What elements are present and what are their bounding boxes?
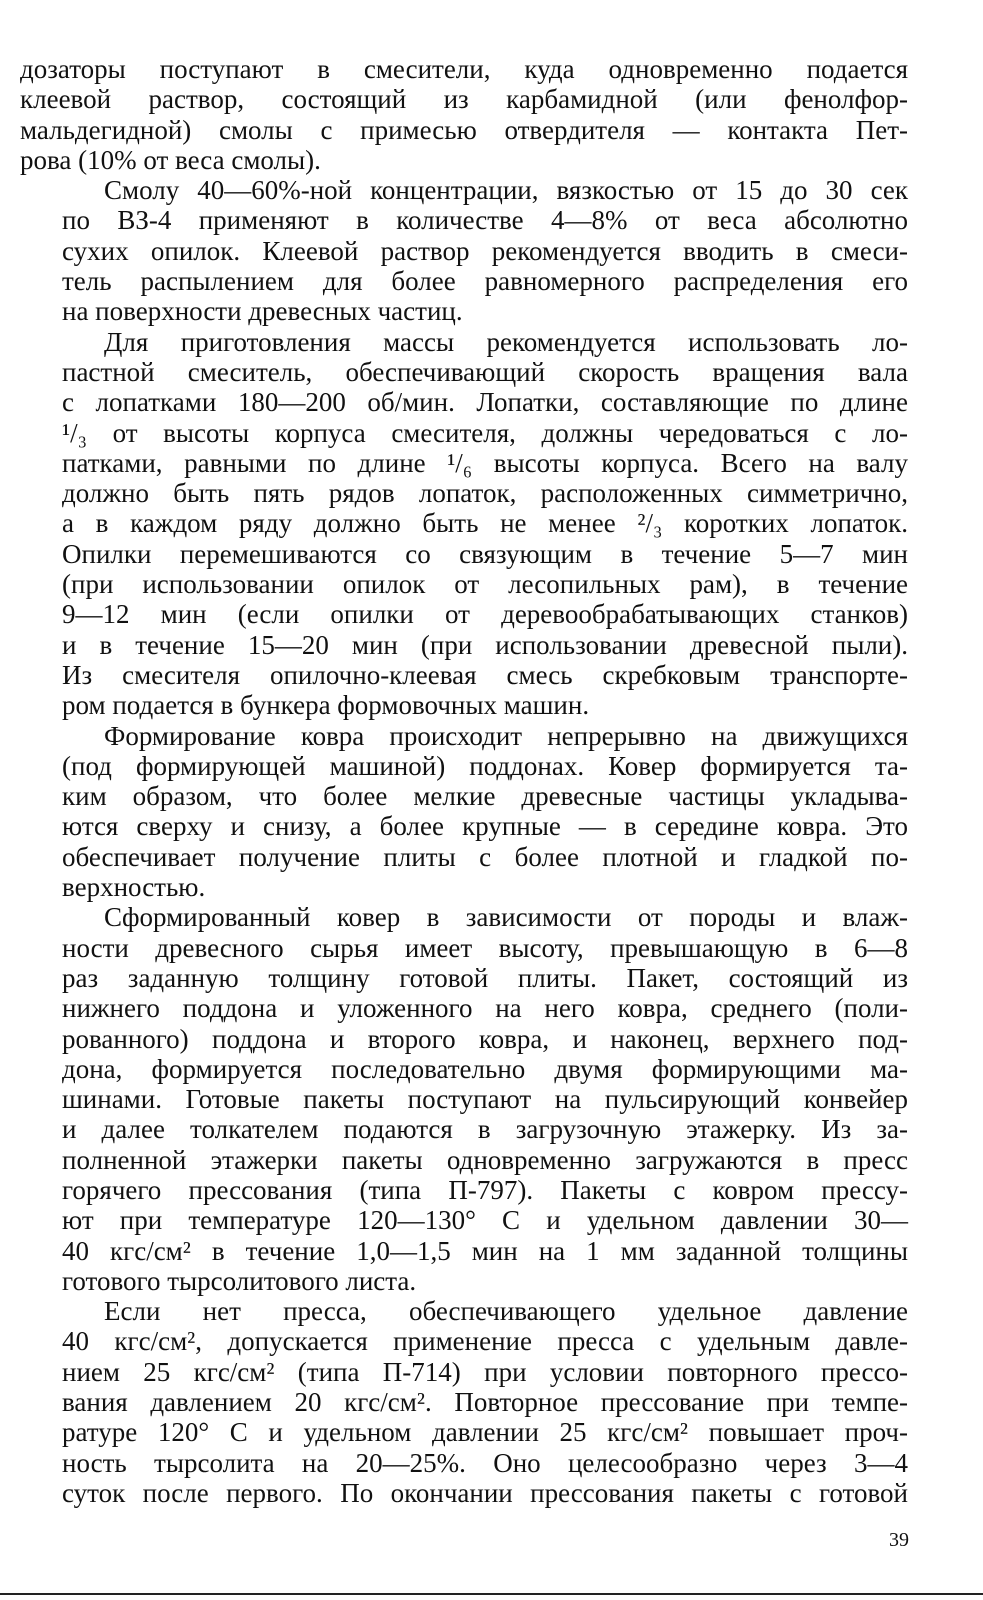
text-line: на поверхности древесных частиц.: [62, 296, 463, 327]
text-line: Смолу 40—60%-ной концентрации, вязкостью от 15 до 30 сек: [104, 175, 908, 206]
paragraph-1: [20, 54, 908, 175]
text-line: раз заданную толщину готовой плиты. Пакет, состоящий из: [62, 962, 908, 993]
text-line: полненной этажерки пакеты одновременно загружаются в пресс: [62, 1144, 908, 1175]
text-line: по ВЗ-4 применяют в количестве 4—8% от веса абсолютно: [62, 205, 908, 236]
paragraph-2: [20, 175, 908, 326]
text-line: шинами. Готовые пакеты поступают на пульсирующий конвейер: [62, 1084, 908, 1115]
text-line: ратуре 120° С и удельном давлении 25 кгс/см² повышает проч-: [62, 1417, 908, 1448]
text-line: пастной смеситель, обеспечивающий скорость вращения вала: [62, 356, 908, 387]
text-line: дозаторы поступают в смесители, куда одновременно подается: [20, 54, 908, 84]
text-line: ром подается в бункера формовочных машин.: [62, 690, 590, 721]
text-line: клеевой раствор, состоящий из карбамидной (или фенолфор-: [20, 84, 908, 115]
text-line: 40 кгс/см² в течение 1,0—1,5 мин на 1 мм заданной толщины: [62, 1235, 908, 1266]
text-line: нием 25 кгс/см² (типа П-714) при условии повторного прессо-: [62, 1356, 908, 1387]
text-line: ются сверху и снизу, а более крупные — в середине ковра. Это: [62, 811, 908, 842]
text-line: ким образом, что более мелкие древесные частицы укладыва-: [62, 781, 908, 812]
text-line: должно быть пять рядов лопаток, расположенных симметрично,: [62, 478, 908, 509]
text-line: и далее толкателем подаются в загрузочную этажерку. Из за-: [62, 1114, 908, 1145]
text-line: а в каждом ряду должно быть не менее ²/₃ коротких лопаток.: [62, 508, 908, 539]
text-line: рованного) поддона и второго ковра, и наконец, верхнего под-: [62, 1023, 908, 1054]
text-line: рова (10% от веса смолы).: [20, 144, 321, 175]
text-line: Формирование ковра происходит непрерывно на движущихся: [104, 720, 908, 751]
text-line: тель распылением для более равномерного распределения его: [62, 266, 908, 297]
text-line: патками, равными по длине ¹/₆ высоты корпуса. Всего на валу: [62, 447, 908, 478]
text-line: Для приготовления массы рекомендуется использовать ло-: [104, 326, 908, 357]
text-line: готового тырсолитового листа.: [62, 1265, 417, 1296]
text-line: дона, формируется последовательно двумя формирующими ма-: [62, 1053, 908, 1084]
text-line: ности древесного сырья имеет высоту, превышающую в 6—8: [62, 932, 908, 963]
text-line: вания давлением 20 кгс/см². Повторное прессование при темпе-: [62, 1387, 908, 1418]
paragraph-5: [20, 902, 908, 1296]
text-line: суток после первого. По окончании прессования пакеты с готовой: [62, 1477, 908, 1508]
text-line: с лопатками 180—200 об/мин. Лопатки, составляющие по длине: [62, 387, 908, 418]
text-line: сухих опилок. Клеевой раствор рекомендуется вводить в смеси-: [62, 235, 908, 266]
text-line: мальдегидной) смолы с примесью отвердителя — контакта Пет-: [20, 114, 908, 145]
body-text: [20, 54, 908, 1508]
text-line: и в течение 15—20 мин (при использовании древесной пыли).: [62, 629, 908, 660]
paragraph-4: [20, 721, 908, 903]
text-line: Если нет пресса, обеспечивающего удельное давление: [104, 1296, 908, 1327]
text-line: нижнего поддона и уложенного на него ковра, среднего (поли-: [62, 993, 908, 1024]
page-number: 39: [889, 1529, 909, 1551]
paragraph-6: [20, 1296, 908, 1508]
text-line: ность тырсолита на 20—25%. Оно целесообразно через 3—4: [62, 1447, 908, 1478]
text-line: ¹/₃ от высоты корпуса смесителя, должны чередоваться с ло-: [62, 417, 908, 448]
text-line: Из смесителя опилочно-клеевая смесь скребковым транспорте-: [62, 659, 908, 690]
text-line: верхностью.: [62, 872, 206, 903]
text-line: обеспечивает получение плиты с более плотной и гладкой по-: [62, 841, 908, 872]
text-line: Сформированный ковер в зависимости от породы и влаж-: [104, 902, 908, 933]
text-line: Опилки перемешиваются со связующим в течение 5—7 мин: [62, 538, 908, 569]
text-line: 9—12 мин (если опилки от деревообрабатывающих станков): [62, 599, 908, 630]
text-line: ют при температуре 120—130° С и удельном давлении 30—: [62, 1205, 908, 1236]
bottom-rule: [0, 1593, 983, 1595]
text-line: 40 кгс/см², допускается применение пресса с удельным давле-: [62, 1326, 908, 1357]
text-line: (под формирующей машиной) поддонах. Ковер формируется та-: [62, 750, 908, 781]
paragraph-3: [20, 327, 908, 721]
text-line: горячего прессования (типа П-797). Пакеты с ковром прессу-: [62, 1174, 908, 1205]
text-line: (при использовании опилок от лесопильных рам), в течение: [62, 569, 908, 600]
